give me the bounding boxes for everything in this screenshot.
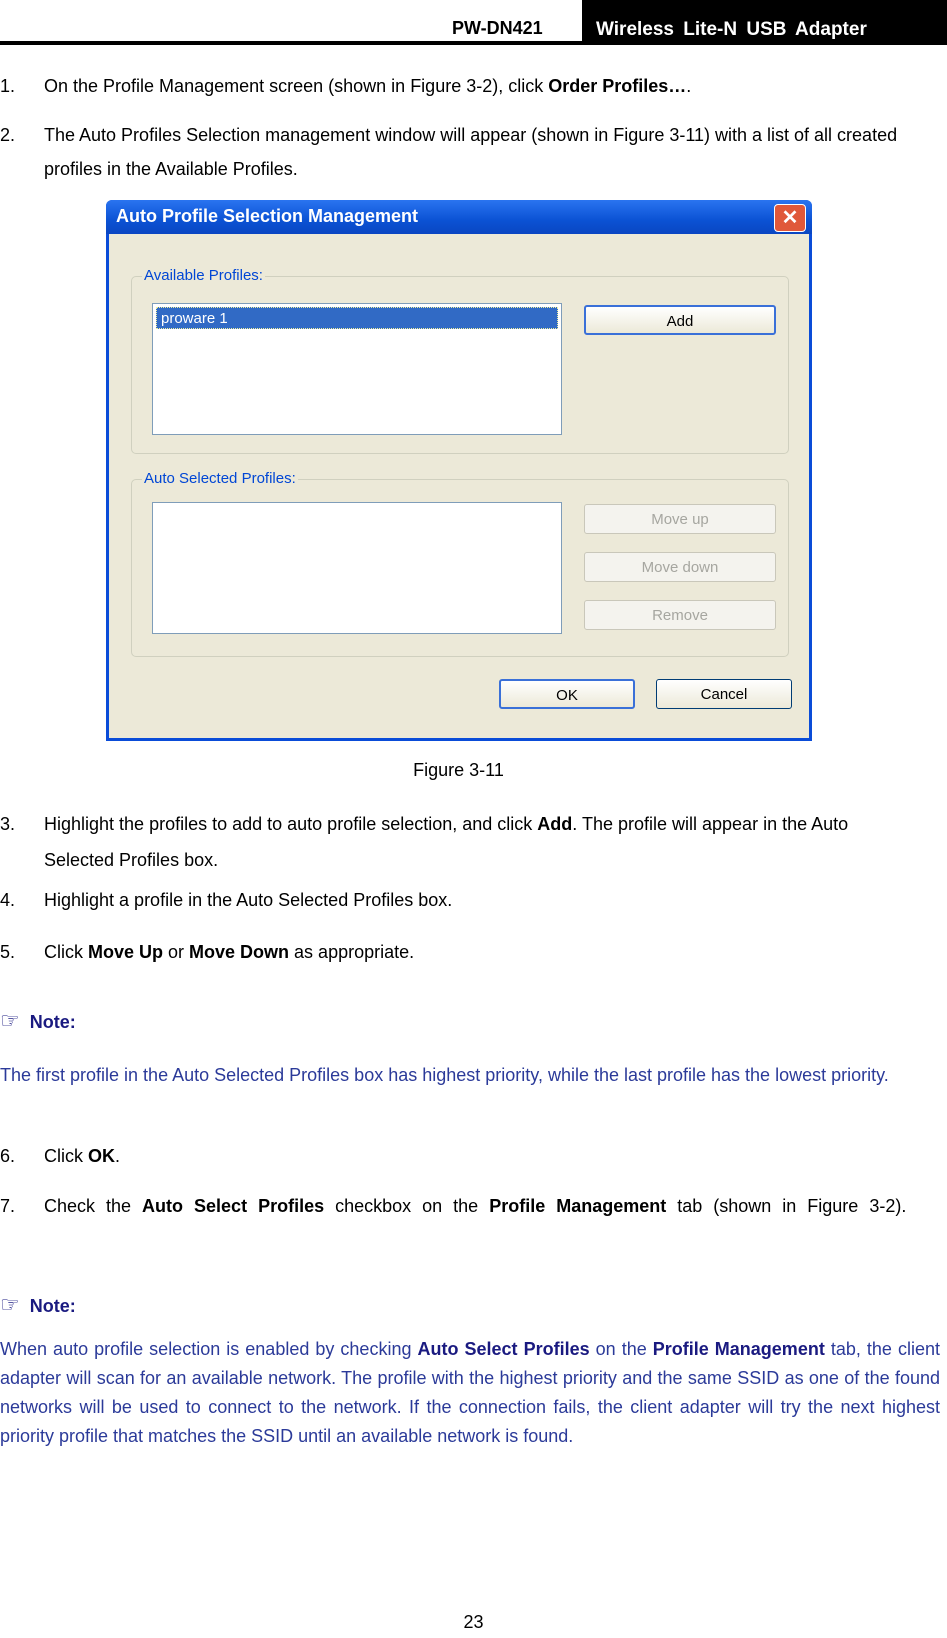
dialog-titlebar[interactable]: [106, 200, 812, 234]
step-2: [0, 118, 920, 186]
move-up-button[interactable]: Move up: [584, 504, 776, 534]
note-text-part: on the: [589, 1339, 653, 1359]
close-icon[interactable]: ✕: [774, 204, 806, 232]
step-text: Click: [44, 942, 88, 962]
header-model: PW-DN421: [452, 18, 543, 38]
note-heading: [0, 1008, 76, 1034]
step-number: 3.: [0, 814, 16, 834]
step-1: [0, 68, 920, 104]
step-bold: Auto Select Profiles: [142, 1196, 325, 1216]
note-bold: Profile Management: [652, 1339, 825, 1359]
step-bold: Move Up: [88, 942, 164, 962]
auto-profile-dialog: [106, 200, 812, 741]
step-number: 2.: [0, 125, 16, 145]
step-7: [0, 1188, 920, 1224]
header-title: Wireless Lite-N USB Adapter: [582, 0, 947, 44]
pointing-hand-icon: ☞: [0, 1008, 20, 1033]
note-text: [0, 1335, 940, 1451]
pointing-hand-icon: ☞: [0, 1292, 20, 1317]
step-text: tab (shown in Figure 3-2).: [666, 1196, 907, 1216]
auto-selected-profiles-label: Auto Selected Profiles:: [144, 470, 296, 487]
step-text: Highlight a profile in the Auto Selected Profiles box.: [44, 890, 453, 910]
step-bold: Profile Management: [489, 1196, 667, 1216]
step-number: 6.: [0, 1146, 16, 1166]
step-number: 7.: [0, 1196, 16, 1216]
note-text-part: tab, the client adapter will scan for an available network. The profile with the highest priority and the same SSID as one of the found networks will be used to connect to the network. If the connection fails, the client adapter will try the next highest priority profile that matches the SSID until an available network is found.: [0, 1339, 940, 1446]
note-text: The first profile in the Auto Selected Profiles box has highest priority, while the last profile has the lowest priority.: [0, 1065, 889, 1085]
step-text: . The profile will appear in the Auto Selected Profiles box.: [44, 814, 849, 870]
step-number: 4.: [0, 890, 16, 910]
step-bold: Add: [537, 814, 573, 834]
remove-button[interactable]: Remove: [584, 600, 776, 630]
note-label: Note:: [29, 1012, 76, 1032]
step-text: or: [163, 942, 190, 962]
header-rule: [0, 41, 947, 45]
step-text: checkbox on the: [324, 1196, 490, 1216]
auto-selected-profiles-list[interactable]: [152, 502, 562, 634]
move-down-button[interactable]: Move down: [584, 552, 776, 582]
step-text: On the Profile Management screen (shown in Figure 3-2), click: [44, 76, 549, 96]
step-text: .: [686, 76, 692, 96]
step-bold: Order Profiles…: [548, 76, 687, 96]
step-text: Click: [44, 1146, 88, 1166]
list-item[interactable]: proware 1: [156, 307, 558, 329]
step-bold: OK: [88, 1146, 115, 1166]
step-6: [0, 1138, 920, 1174]
step-5: [0, 934, 920, 970]
note-heading: [0, 1292, 76, 1318]
cancel-button[interactable]: Cancel: [656, 679, 792, 709]
step-text: The Auto Profiles Selection management window will appear (shown in Figure 3-11) with a list of all created profiles in the Available Profiles.: [44, 125, 898, 179]
add-button[interactable]: Add: [584, 305, 776, 335]
figure-caption: Figure 3-11: [413, 760, 504, 780]
step-3: [0, 806, 920, 878]
ok-button[interactable]: OK: [499, 679, 635, 709]
dialog-body: [109, 234, 809, 738]
step-text: .: [115, 1146, 121, 1166]
available-profiles-list[interactable]: [152, 303, 562, 435]
dialog-title: Auto Profile Selection Management: [116, 206, 419, 226]
step-text: Highlight the profiles to add to auto profile selection, and click: [44, 814, 538, 834]
step-bold: Move Down: [189, 942, 290, 962]
auto-selected-profiles-group: [131, 470, 789, 657]
available-profiles-group: [131, 267, 789, 454]
step-number: 5.: [0, 942, 16, 962]
step-4: [0, 882, 920, 918]
note-bold: Auto Select Profiles: [417, 1339, 590, 1359]
step-text: as appropriate.: [289, 942, 415, 962]
step-text: Check the: [44, 1196, 143, 1216]
page-number: 23: [463, 1612, 484, 1632]
step-number: 1.: [0, 76, 16, 96]
note-text-part: When auto profile selection is enabled by checking: [0, 1339, 418, 1359]
available-profiles-label: Available Profiles:: [144, 267, 263, 284]
note-label: Note:: [29, 1296, 76, 1316]
